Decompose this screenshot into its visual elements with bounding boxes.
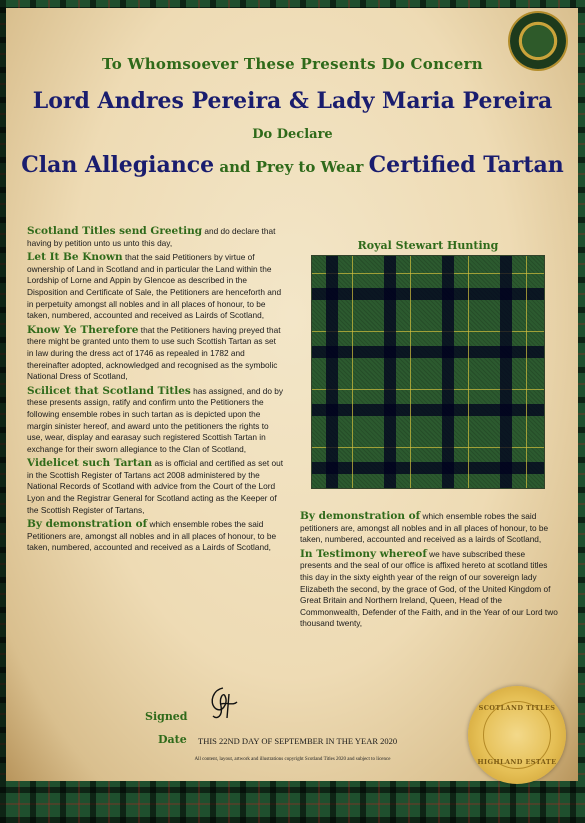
paragraph-body: that the Petitioners having preyed that there might be granted unto them to use such Scottish Tartan as set in law during the dress act of 1746 as repealed in 1782 and thereinafter adopted, acknowledged and recognised as the symbolic National Dress of Scotland, xyxy=(27,324,281,382)
paragraph-lead: Let It Be Known xyxy=(27,251,123,264)
date-label: Date xyxy=(158,733,187,746)
date-value: THIS 22ND DAY OF SEPTEMBER IN THE YEAR 2020 xyxy=(198,736,398,746)
paragraph xyxy=(27,519,284,554)
paragraph-body: as is official and certified as set out in the Scottish Register of Tartans act 2008 administered by the National Records of Scotland with advice from the Court of the Lord Lyon and the Registrar General for Scotland acting as the Keeper of the Scottish Register of Tartans, xyxy=(27,458,284,515)
paragraph-body: which ensemble robes the said Petitioners are, amongst all nobles and in all places of honour, to be taken, numbered, accounted and received as a Lairds of Scotland, xyxy=(27,519,277,553)
salutation-heading: To Whomsoever These Presents Do Concern xyxy=(102,55,483,73)
paragraph-body: which ensemble robes the said petitioners are, amongst all nobles and in all places of honour, to be taken, numbered, accounted and received as a lairds of Scotland, xyxy=(300,511,549,545)
copyright-notice: All content, layout, artwork and illustrations copyright Scotland Titles 2020 and subject to licence xyxy=(194,757,391,762)
left-text-column xyxy=(27,226,284,557)
paragraph xyxy=(27,325,284,383)
right-text-column xyxy=(300,511,558,633)
gold-seal-icon xyxy=(468,686,566,784)
paragraph xyxy=(27,458,284,516)
tartan-swatch xyxy=(312,256,544,488)
paragraph-body: and do declare that having by petition unto us unto this day, xyxy=(27,226,276,248)
paragraph-body: that the said Petitioners by virtue of ownership of Land in Scotland and in particular the Land within the Lordship of Lorne and Appin by Glencoe as described in the Disposition and Certificate of Sale, the Petitioners are henceforth and in perpetuity amongst all nobles and in all places of honour, to be taken, numbered, accounted and received as Lairds of Scotland, xyxy=(27,252,282,321)
title-part-tartan: Certified Tartan xyxy=(368,152,564,178)
paragraph xyxy=(27,386,284,456)
paragraph xyxy=(300,549,558,630)
paragraph-lead: In Testimony whereof xyxy=(300,547,427,560)
paragraph-lead: Know Ye Therefore xyxy=(27,323,139,336)
paragraph xyxy=(27,252,284,322)
paragraph-lead: By demonstration of xyxy=(300,510,421,522)
declare-heading: Do Declare xyxy=(252,127,333,142)
paragraph-lead: Scilicet that Scotland Titles xyxy=(27,384,191,397)
paragraph-lead: Videlicet such Tartan xyxy=(27,457,153,470)
title-part-allegiance: Clan Allegiance xyxy=(21,152,215,178)
paragraph xyxy=(300,511,558,546)
certificate-title xyxy=(0,152,585,178)
paragraph xyxy=(27,226,284,249)
signature xyxy=(203,684,243,724)
paragraph-lead: By demonstration of xyxy=(27,518,148,531)
signed-label: Signed xyxy=(145,710,188,723)
paragraph-body: we have subscribed these presents and the seal of our office is affixed hereto at scotland titles this day in the sixty eighth year of the reign of our sovereign lady Elizabeth the second, by the grace of God, of the United Kingdom of Great Britain and Northern Ireland, Queen, Head of the Commonwealth, Defender of the Faith, and in the Year of our Lord two thousand twenty, xyxy=(300,548,558,629)
paragraph-body: has assigned, and do by these presents assign, ratify and confirm unto the Petitioners the following ensemble robes in such tartan as is depicted upon the margin sinister hereof, and award unto the petitioners the rights to use, wear, display and earasay such registered Scottish Tartan in exchange for their sworn allegiance to the Clan of Scotland, xyxy=(27,385,284,454)
recipient-names: Lord Andres Pereira & Lady Maria Pereira xyxy=(32,88,553,114)
seal-bottom-text: HIGHLAND ESTATE xyxy=(477,758,557,766)
paragraph-lead: Scotland Titles send Greeting xyxy=(27,225,203,237)
tartan-name: Royal Stewart Hunting xyxy=(357,239,499,252)
title-part-prey: and Prey to Wear xyxy=(214,158,369,176)
seal-top-text: SCOTLAND TITLES xyxy=(478,704,556,712)
